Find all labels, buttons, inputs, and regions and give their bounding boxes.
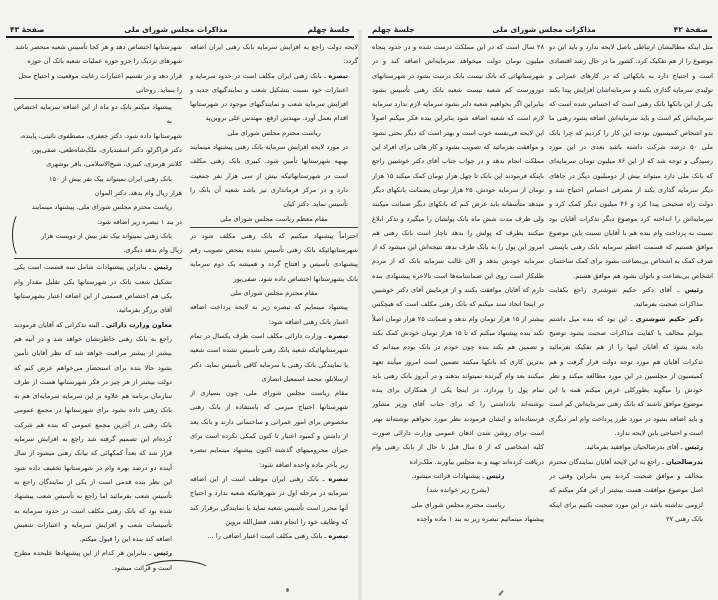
speech-text: آقای دکتر حکیم شوشتری راجع بکفایت مذاکرات صحبت بفرمائید. — [549, 286, 703, 309]
speech-badr: بدرصالحیان ـ راجع به این لایحه آقایان نمایندگان محترم مخالف و موافق صحبت کردند پس بنابراین وقتی در اصل موضوع موافقت هست بیشتر از این فکر میکنم که لزومی نداشته باشد در این مورد صحبت بکنیم برای اینکه بانک رهنی ۲۷ — [549, 457, 703, 523]
divider — [190, 227, 358, 228]
running-title: مذاکرات مجلس شورای ملی — [124, 24, 228, 34]
tabsareh: تبصره ـ بانک رهنی مکلف است اعتبار اضافی را ... — [207, 532, 348, 541]
text-line: کلانتر هرمزی، کبیری، شیخ‌الاسلامی، باقر بوشهری — [46, 160, 182, 169]
text-line: شهرهای نزدیک را جزو حوزه عملیات شعبه بانک آن حوزه — [27, 57, 182, 66]
tabsareh: تبصره ـ وزارت دارائی مکلف است ظرف یکسال در تمام شهرستانهائیکه شعبه بانک رهنی تأسیس نشده است شعبه یا نمایندگی بانک رهنی با سرمایه کافی تأسیس نماید. دکتر ارسلانلو، محمد اسمعیل انصاری — [190, 331, 349, 383]
speech-text: آقای بدرصالحیان موافقید بفرمائید. — [584, 443, 679, 452]
text-line: ریاست محترم مجلس شورای ملی. پیشنهاد مینمایند — [31, 203, 172, 212]
speech-text: البته تذکراتی که آقایان فرمودند راجع به بانک رهنی خاطرنشان خواهد شد و در آتیه هم بیشتر از بیشتر مراقبت خواهد شد که نظر آقایان تأمین بشود حالا بنده برای استحضار می‌خواهم عرض کنم که دولت بیشتر از هر چیز در فکر شهرستانها هست از طرف سازمان برنامه هم علاوه بر این سرمایه سرمایه‌ای هم به بانک رهنی داده بشود برای شهرستانها در مجمع عمومی بانک رهنی در آخرین مجمع عمومی که بنده هم شرکت کرده‌ام این تصمیم گرفته شد راجع به افزایش سرمایه قرار شد که بعداً کمکهائی که بیانک رهنی میشود از سال آینده دو درصد بهره وام در شهرستانها تخفیف داده شود این نظر بنده قدمی است از یکی از نمایندگان راجع به تأسیس شعب بفرمائید اما راجع به تأسیس شعب پیشنهاد شده بود که بانک رهنی مکلف است در حدود سرمایه به تأسیسات شعب و افزایش سرمایه و اعتبارات شعبش اضافه کند بنده این را قبول میکنم. — [14, 320, 172, 544]
left-page-header — [6, 22, 354, 38]
paragraph: لایحه دولت راجع به افزایش سرمایه بانک رهنی ایران اضافه گردد: — [190, 43, 358, 66]
tabsareh-text: بانک رهنی ایران مکلف است در حدود سرمایه و اعتبارات خود نسبت بتشکیل شعب و نمایندگیهای جدید و افزایش سرمایه شعب و نمایندگیهای موجود در شهرستانها اقدام بعمل آورد. مهندس ارفع، مهندس علی بروین‌پد — [190, 71, 348, 123]
tabsareh-label: تبصره — [328, 474, 348, 483]
speaker-name: رئیس — [684, 286, 703, 295]
speaker-name: بدرصالحیان — [666, 457, 703, 466]
speech-moaven: معاون وزارت دارائی ـ البته تذکراتی که آقایان فرمودند راجع به بانک رهنی خاطرنشان خواهد شد و در آتیه هم بیشتر از بیشتر مراقبت خواهد شد که نظر آقایان تأمین بشود حالا بنده برای استحضار می‌خواهم عرض کنم که دولت بیشتر از هر چیز در فکر شهرستانها هست از طرف سازمان برنامه هم علاوه بر این سرمایه سرمایه‌ای هم به بانک رهنی داده بشود برای شهرستانها در مجمع عمومی بانک رهنی در آخرین مجمع عمومی که بنده هم شرکت کرده‌ام این تصمیم گرفته شد راجع به افزایش سرمایه قرار شد که بعداً کمکهائی که بیانک رهنی میشود از سال آینده دو درصد بهره وام در شهرستانها تخفیف داده شود این نظر بنده قدمی است از یکی از نمایندگان راجع به تأسیس شعب بفرمائید اما راجع به تأسیس شعب پیشنهاد شده بود که بانک رهنی مکلف است در حدود سرمایه به تأسیسات شعب و افزایش سرمایه و اعتبارات شعبش اضافه کند بنده این را قبول میکنم. — [14, 320, 173, 544]
speech-text: این بود که بنده میل داشتم بتوانم مخالف با کفایت مذاکرات صحبت بشود توضیح داده بشود که آقایان اینها را از هم تفکیک بفرمائید تذکرات آقایان هم مورد توجه دولت قرار گرفت و هم کمیسیون از مجلسین در این مورد مطالعه میکند و نظر خودش را میگوید بطورکلی عرض میکنم همه با این موضوع موافق باشند که بانک رهنی سرمایه‌اش کم است و باید اضافه بشود در مورد طرز پرداخت وام امر دیگری است و احتیاجی باین لایحه ندارد. — [549, 314, 703, 438]
speech-rais: رئیس ـ آقای دکتر حکیم شوشتری راجع بکفایت مذاکرات صحبت بفرمائید. — [549, 286, 703, 309]
left-page-inner-column — [190, 40, 358, 594]
tabsareh-text: بانک رهنی مکلف است اعتبار اضافی را ... — [207, 532, 323, 541]
pen-mark — [12, 212, 30, 258]
speaker-name: رئیس — [153, 549, 173, 558]
right-page-inner-column — [372, 40, 544, 594]
text-line: بانک رهنی نمیتواند بیک نفر بیش از دویست هزار — [41, 231, 172, 240]
speech-text: بنابراین هر کدام از این پیشنهادها علیحده مطرح است و قرائت میشود. — [14, 549, 172, 572]
speech-hakim: دکتر حکیم شوشتری ـ این بود که بنده میل داشتم بتوانم مخالف با کفایت مذاکرات صحبت بشود توضیح داده بشود که آقایان اینها را از هم تفکیک بفرمائید تذکرات آقایان هم مورد توجه دولت قرار گرفت و هم کمیسیون از مجلسین در این مورد مطالعه میکند و نظر خودش را میگوید بطورکلی عرض میکنم همه با این موضوع موافق باشند که بانک رهنی سرمایه‌اش کم است و باید اضافه بشود در مورد طرز پرداخت وام امر دیگری است و احتیاجی باین لایحه ندارد. — [549, 314, 703, 438]
divider — [14, 98, 182, 99]
tabsareh-label: تبصره — [328, 532, 348, 541]
speech-rais: رئیس ـ آقای بدرصالحیان موافقید بفرمائید. — [584, 443, 703, 452]
session-label: جلسهٔ چهلم — [372, 24, 415, 34]
speaker-name: رئیس — [486, 471, 505, 480]
text-line: دکتر قراگزلو، دکتر اسفندیاری، ملک‌شاه‌طغی، صفی‌پور، — [31, 146, 182, 155]
scan-speck — [286, 588, 289, 592]
address-line: ریاست محترم مجلس شورای ملی — [227, 128, 321, 137]
tabsareh-text: وزارت دارائی مکلف است ظرف یکسال در تمام شهرستانهائیکه شعبه بانک رهنی تأسیس نشده است شعبه یا نمایندگی بانک رهنی با سرمایه کافی تأسیس نماید. دکتر ارسلانلو، محمد اسمعیل انصاری — [190, 331, 348, 383]
left-page-outer-column — [14, 40, 182, 594]
right-page-header — [368, 22, 712, 38]
text-line: پیشنهاد میکنم بانک دو ماه از این اضافه سرمایه اختصاص به — [14, 103, 172, 126]
text-line: قرار دهد و در تقسیم اعتبارات رعایت موقعیت و احتیاج محل — [18, 71, 182, 80]
speech-rais: رئیس ـ بنابراین هر کدام از این پیشنهادها علیحده مطرح است و قرائت میشود. — [14, 549, 173, 572]
tabsareh-label: تبصره — [328, 331, 349, 340]
page-number: صفحهٔ ۴۲ — [673, 24, 708, 34]
pen-mark — [140, 560, 212, 584]
tabsareh-text: بانک رهنی ایران موظف است از این اضافه سرمایه در مرحله اول در شهرهائیکه شعبه ندارد و احتیاج آنها محرز است تأسیس شعبه نماید یا نمایندگی برقرار کند که وظایف خود را انجام دهند. فضل‌الله بروین — [190, 474, 348, 526]
speech-text: راجع به این لایحه آقایان نمایندگان محترم مخالف و موافق صحبت کردند پس بنابراین وقتی در اصل موضوع موافقت هست بیشتر از این فکر میکنم که لزومی نداشته باشد در این مورد صحبت بکنیم برای اینکه بانک رهنی ۲۷ — [549, 457, 703, 523]
reading-note: (بشرح زیر خوانده شد) — [426, 486, 490, 495]
tabsareh: تبصره ـ بانک رهنی ایران مکلف است در حدود سرمایه و اعتبارات خود نسبت بتشکیل شعب و نمایندگیهای جدید و افزایش سرمایه شعب و نمایندگیهای موجود در شهرستانها اقدام بعمل آورد. مهندس ارفع، مهندس علی بروین‌پد — [190, 71, 349, 123]
speaker-name: رئیس — [153, 263, 172, 272]
divider — [14, 258, 182, 259]
speech-text: پیشنهادات قرائت میشود. — [411, 471, 481, 480]
text-line: شهرستانها اختصاص دهد و هر کجا تأسیس شعبه منحصر باشد — [15, 43, 182, 51]
proposal: در مورد لایحه افزایش سرمایه بانک رهنی پیشنهاد مینمایند بهبهه شهرستانها تأمین شود. کبیری بانک رهنی مکلف است در شهرستانهائیکه بیش از سی هزار نفر جمعیت دارد و در مرکز فرمانداری نیز باشد شعبه آن بانک را تأسیس نماید. دکتر کیان — [190, 143, 348, 209]
speaker-name: دکتر حکیم شوشتری — [635, 314, 703, 323]
paragraph: ۲۸ سال است که در این مملکت درست شده و در حدود پنجاه میلیون تومان دولت میخواهد سرمایه‌اش اضافه کند و در شهرستانهائی که بانک نیست بانک درست بشود در شهرستانهای دورورست کم شعبه نیست شعبه بانک رهنی تأسیس بشود بنابراین اگر بخواهیم شعبه دایر بشود سرمایه لازم ندارد سرمایه لازم است که شعبه اضافه شود بنابراین بنده فکر میکنم اصولاً این لایحه فی‌نفسه خوب است و بهتر است که دیگر بحثی نشود و موافقت بفرمائید که تصویب بشود و کار هائی برای افراد این مملکت انجام بدهد و در جواب جناب آقای دکتر خوشبین راجع باینکه فرمودند این بانک تا چهل هزار تومان کمک میکند ۱۵ هزار تومان از سرمایه خودش، ۲۵ هزار تومان بضمانت بانکهای دیگر میدهد متأسفانه باید عرض کنم که بانکهای دیگر ضمانت میکنند ولی ظرف مدت شش ماه بانک پولشان را میگیرد و تذکر ابلاغ میکنند بطرف که پولش را بدهد ناچار است بانک رهنی هم امروز این پول را به بانک طرف بدهد نتیجه‌اش این میشود که از سرمایه خودش بدهد و الان غالب سرمایه بانک که از مردم طلبکار است روی این ضمانتنامه‌ها است بالاخره پیشنهادی بنده دارم که آقایان موافقت بکنند و از فرمایش آقای دکتر خوشبین در اینجا اتخاذ سند میکنم که بانک رهنی مکلف است که هیچکس بیشتر از ۱۵ هزار تومان وام ندهد و ضمانت ۲۵ هزار تومان اصلاً نکند بنده پیشنهاد میکنم که تا ۱۵ هزار تومان خودش کمک بکند و تضمین هم بکند بنده چون خودم در بانک بودم میدانم که بدترین کاری که بانکها میکنند تضمین است امروز میآیند تعهد میکنند بعد وام گیرنده نمیتواند بدهند و در آنروز بانک رهنی باید تمام پول را بپردازد. در اینجا یکی از همکاران برای بنده نوشته‌اند یادداشتی را که برای جناب آقای وزیر مشاور فرستاده‌اند و ایشان فرمودند نظر مورد نخواهم نوشته‌اند بهتر است برای روشن شدن اذهان عمومی وزارت دارائی صورت کلیه اشخاصی که از ۵ سال قبل تا حال از بانک رهنی وام دریافت کرده‌اند تهیه و به مجلس بیاورند. ملک‌زاده — [372, 43, 544, 466]
running-title: مذاکرات مجلس شورای ملی — [492, 24, 596, 34]
proposal: مقام ریاست مجلس شورای ملی، چون بسیاری از شهرستانها احتیاج مبرمی که باستفاده از بانک رهنی مخصوص برای امور عمرانی و ساختمانی دارند و بانک بعد از داشتن و کمبود اعتبار تا کنون کمکی نکرده است برای جبران محرومیتهای گذشته اکنون پیشنهاد مینمایم تبصره زیر بآخر ماده واحده اضافه شود: — [190, 389, 348, 469]
speech-rais: رئیس ـ پیشنهادات قرائت میشود. — [411, 471, 505, 480]
speech-text: بنابراین پیشنهادات شامل سه قسمت است یکی تشکیل شعب بانک در شهرستانها یکی تقلیل مقدار وام یکی هم اختصاص قسمتی از این اضافه اعتبار بشهرستانها آقای برزگر بفرمائید. — [14, 263, 172, 315]
proposal: پیشنهاد مینمایم که تبصره زیر به لایحه پرداخت اضافه اعتبار بانک رهنی اضافه شود: — [190, 303, 348, 326]
address-line: ریاست محترم مجلس شورای ملی — [411, 500, 505, 509]
paragraph: مثل اینکه مطالبشان ارتباطی باصل لایحه ندارد و باید این دو موضوع را از هم تفکیک کرد. کشور ما در حال رشد اقتصادی است و احتیاج دارد به بانکهائی که در کارهای عمرانی و تولیدی سرمایه گذاری بکنند و سرمایه‌اشان افزایش پیدا بکند یکی از این بانکها بانک رهنی است که احساس شده است که سرمایه‌اش کم است و باید سرمایه‌اش اضافه بشود رهنی ما بدو اشخاص کمیسیون بودجه این کار را کردیم که چرا بانک ملی ۵۰ درصد شرکت داشته باشد بعدی در این مورد رسیدگی و توجه شد که از این ۸۶ میلیون تومان سرمایه‌ای که بانک ملی دارد میتواند بیش از دومیلیون دیگر در جاهای دیگر سرمایه گذاری بکند از مصرفی احساس احتیاج شد و دولت راه صحیحی پیدا کرد و ۴۶ میلیون دیگر کمک کرد و سرمایه‌اش را انداخته کرد موضوع دیگر تذکرات آقایان بود نسبت به پرداخت وام بنده هم با آقایان نسبت باین موضوع موافق هستیم که قسمت اعظم سرمایه بانک رهنی بایستی صرف کمک به اشخاص بی‌بضاعت بشود برای کمک ساختمان اشخاص بی‌بضاعت و ناتوان بشود هم موافق هستم. — [549, 43, 713, 280]
tabsareh: تبصره ـ بانک رهنی ایران موظف است از این اضافه سرمایه در مرحله اول در شهرهائیکه شعبه ندارد و احتیاج آنها محرز است تأسیس شعبه نماید یا نمایندگی برقرار کند که وظایف خود را انجام دهند. فضل‌الله بروین — [190, 474, 348, 526]
tabsareh-label: تبصره — [328, 71, 349, 80]
speech-rais: رئیس ـ بنابراین پیشنهادات شامل سه قسمت است یکی تشکیل شعب بانک در شهرستانها یکی تقلیل مقدار وام یکی هم اختصاص قسمتی از این اضافه اعتبار بشهرستانها آقای برزگر بفرمائید. — [14, 263, 172, 315]
speaker-name: رئیس — [684, 443, 703, 452]
text-line: شهرستانها داده شود. دکتر جعفری، مصطفوی نائینی، پاینده، — [19, 131, 182, 140]
right-page-outer-column — [549, 40, 713, 594]
text-line: در بند ۱ تبصره زیر اضافه شود: — [96, 217, 182, 226]
page-number: صفحهٔ ۴۳ — [10, 24, 45, 34]
speaker-name: معاون وزارت دارائی — [105, 320, 173, 329]
text-line: را بنماید. روحانی — [135, 85, 182, 94]
proposal: احتراماً پیشنهاد میکنیم که بانک رهنی مکلف شود در شهرستانهائیکه بانک رهنی تأسیس نشده بمحض تصویب رقم پیشنهادی تأسیس و افتتاح گردد و همیشه یک دوم سرمایه بانک بشهرستانها اختصاص داده شود. صفی‌پور — [190, 231, 358, 283]
address-line: مقام معظم ریاست مجلس شورای ملی — [220, 214, 328, 223]
text-line: هزار ریال وام بدهد. دکتر الموان — [94, 188, 182, 197]
paragraph: پیشنهاد مینمائیم تبصره زیر به بند ۱ ماده واحده — [416, 514, 544, 523]
address-line: مقام محترم مجلس شورای ملی — [230, 289, 318, 298]
session-label: جلسهٔ چهلم — [307, 24, 350, 34]
text-line: ریال وام بدهد دیگری. — [123, 246, 182, 255]
text-line: بانک رهنی ایران نمیتواند بیک نفر بیش از ۱۵۰ — [48, 174, 172, 183]
